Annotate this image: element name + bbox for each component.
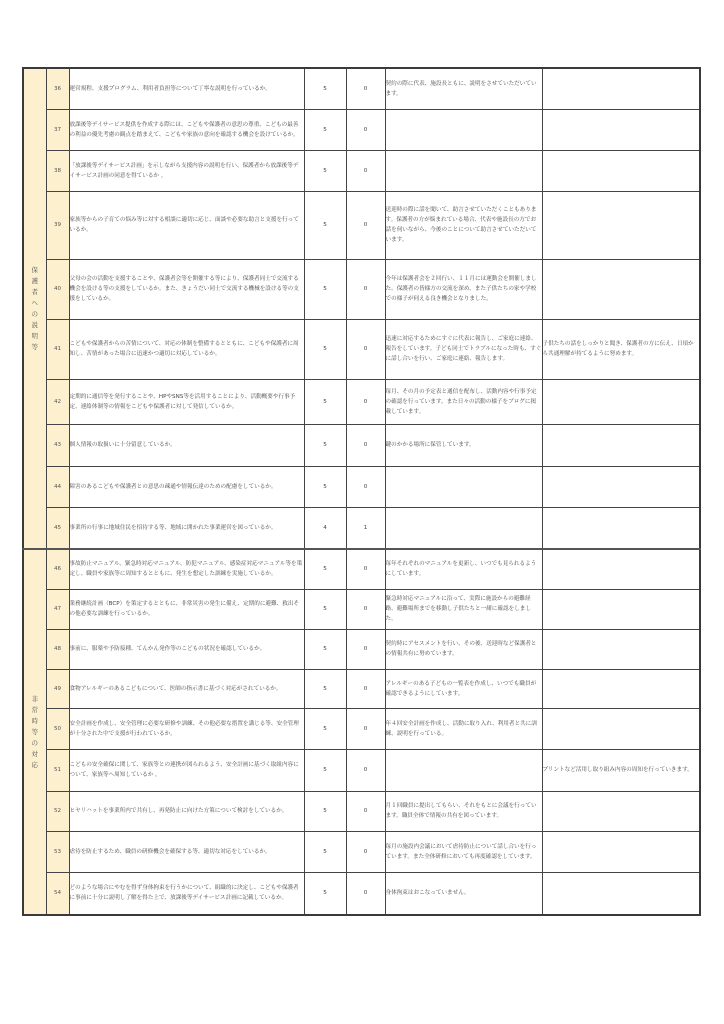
- yes-count: 5: [304, 319, 346, 379]
- table-row: [23, 629, 700, 669]
- no-count: 0: [346, 589, 385, 629]
- yes-count: 5: [304, 872, 346, 915]
- item-number: 40: [46, 259, 69, 319]
- improvement-text: [542, 708, 700, 749]
- reason-text: [385, 150, 542, 191]
- question-text: 父母の会の活動を支援することや、保護者会等を開催する等により、保護者同士で交流する機会を設ける等の支援をしているか。また、きょうだい同士で交流する機械を設ける等の支援をしているか。: [69, 259, 304, 319]
- item-number: 37: [46, 109, 69, 150]
- reason-text: 鍵のかかる場所に保管しています。: [385, 424, 542, 466]
- table-row: [23, 749, 700, 791]
- improvement-text: [542, 191, 700, 259]
- table-row: [23, 379, 700, 424]
- improvement-text: [542, 507, 700, 549]
- yes-count: 5: [304, 791, 346, 831]
- reason-text: 契約時にアセスメントを行い、その後、送迎時など保護者との情報共有に努めています。: [385, 629, 542, 669]
- question-text: 業務継続計画（BCP）を策定するとともに、非常災害の発生に備え、定期的に避難、救出その他必要な訓練を行っているか。: [69, 589, 304, 629]
- no-count: 0: [346, 68, 385, 109]
- item-number: 50: [46, 708, 69, 749]
- question-text: 家族等からの子育ての悩み等に対する相談に適切に応じ、面談や必要な助言と支援を行っているか。: [69, 191, 304, 259]
- question-text: 「放課後等デイサービス計画」を示しながら支援内容の説明を行い、保護者から放課後等デイサービス計画の同意を得ているか 。: [69, 150, 304, 191]
- no-count: 0: [346, 872, 385, 915]
- category-cell: [23, 549, 46, 915]
- improvement-text: [542, 424, 700, 466]
- improvement-text: [542, 669, 700, 708]
- improvement-text: [542, 379, 700, 424]
- item-number: 38: [46, 150, 69, 191]
- question-text: 食物アレルギーのあるこどもについて、医師の指示書に基づく対応がされているか。: [69, 669, 304, 708]
- table-row: [23, 191, 700, 259]
- item-number: 54: [46, 872, 69, 915]
- yes-count: 5: [304, 259, 346, 319]
- no-count: 0: [346, 669, 385, 708]
- yes-count: 5: [304, 669, 346, 708]
- table-row: [23, 507, 700, 549]
- table-row: [23, 791, 700, 831]
- question-text: 事前に、服薬や予防接種、てんかん発作等のこどもの状況を確認しているか。: [69, 629, 304, 669]
- table-row: [23, 872, 700, 915]
- table-row: [23, 319, 700, 379]
- question-text: どのような場合にやむを得ず身体拘束を行うかについて、組織的に決定し、こどもや保護者に事前に十分に説明し了解を得た上で、放課後等デイサービス計画に記載しているか。: [69, 872, 304, 915]
- reason-text: 月１回職員に提出してもらい、それをもとに会議を行っています。職員全体で情報の共有を図っています。: [385, 791, 542, 831]
- question-text: 個人情報の取扱いに十分留意しているか。: [69, 424, 304, 466]
- yes-count: 5: [304, 68, 346, 109]
- reason-text: アレルギーのある子どもの一覧表を作成し、いつでも職員が確認できるようにしています。: [385, 669, 542, 708]
- question-text: 事故防止マニュアル、緊急時対応マニュアル、防犯マニュアル、感染症対応マニュアル等を策定し、職員や家族等に周知するとともに、発生を想定した訓練を実施しているか。: [69, 549, 304, 589]
- table-row: [23, 466, 700, 507]
- improvement-text: [542, 68, 700, 109]
- yes-count: 5: [304, 150, 346, 191]
- improvement-text: [542, 629, 700, 669]
- no-count: 0: [346, 749, 385, 791]
- item-number: 41: [46, 319, 69, 379]
- yes-count: 4: [304, 507, 346, 549]
- reason-text: 契約の際に代表、施設長ともに、説明をさせていただいています。: [385, 68, 542, 109]
- yes-count: 5: [304, 708, 346, 749]
- reason-text: 毎年それぞれのマニュアルを更新し、いつでも見られるようにしています。: [385, 549, 542, 589]
- question-text: 運営規程、支援プログラム、利用者負担等について丁寧な説明を行っているか。: [69, 68, 304, 109]
- table-row: [23, 150, 700, 191]
- reason-text: 迅速に対応するためにすぐに代表に報告し、ご家庭に連絡、報告をしています。子ども同士でトラブルになった時も、すぐに話し合いを行い、ご家庭に連絡、報告します。: [385, 319, 542, 379]
- yes-count: 5: [304, 589, 346, 629]
- item-number: 36: [46, 68, 69, 109]
- no-count: 0: [346, 466, 385, 507]
- reason-text: 年４回安全計画を作成し、活動に取り入れ、利用者と共に訓練、説明を行っている。: [385, 708, 542, 749]
- improvement-text: [542, 109, 700, 150]
- no-count: 0: [346, 319, 385, 379]
- improvement-text: [542, 150, 700, 191]
- no-count: 0: [346, 791, 385, 831]
- item-number: 45: [46, 507, 69, 549]
- question-text: 定期的に通信等を発行することや、HPやSNS等を活用することにより、活動概要や行事予定、連絡体制等の情報をこどもや保護者に対して発信しているか。: [69, 379, 304, 424]
- improvement-text: [542, 259, 700, 319]
- no-count: 0: [346, 259, 385, 319]
- reason-text: 身体拘束はおこなっていません。: [385, 872, 542, 915]
- item-number: 48: [46, 629, 69, 669]
- reason-text: 今年は保護者会を２回行い、１１月には運動会を開催しました。保護者の皆様方の交流を深め、また子供たちの家や学校での様子が伺える良き機会となりました。: [385, 259, 542, 319]
- yes-count: 5: [304, 379, 346, 424]
- reason-text: 緊急時対応マニュアルに沿って、実際に施設からの避難経路、避難場所までを移動し子供たちと一緒に確認をしました。: [385, 589, 542, 629]
- table-row: [23, 259, 700, 319]
- reason-text: [385, 466, 542, 507]
- improvement-text: 子供たちの話をしっかりと聞き、保護者の方に伝え、日頃から共通理解が持てるように努めます。: [542, 319, 700, 379]
- yes-count: 5: [304, 831, 346, 872]
- category-label: 保護者への説明等: [31, 265, 38, 351]
- no-count: 0: [346, 549, 385, 589]
- question-text: 放課後等デイサービス提供を作成する際には、こどもや保護者の意思の尊重、こどもの最善の利益の優先考慮の観点を踏まえて、こどもや家族の意向を確認する機会を設けているか。: [69, 109, 304, 150]
- question-text: こどもの安全確保に関して、家族等との連携が図られるよう、安全計画に基づく取組内容について、家族等へ周知しているか 。: [69, 749, 304, 791]
- question-text: こどもや保護者からの苦情について、対応の体制を整備するとともに、こどもや保護者に周知し、苦情があった場合に迅速かつ適切に対応しているか。: [69, 319, 304, 379]
- category-cell: [23, 68, 46, 549]
- table-row: [23, 669, 700, 708]
- question-text: 虐待を防止するため、職員の研修機会を確保する等、適切な対応をしているか。: [69, 831, 304, 872]
- table-row: [23, 708, 700, 749]
- improvement-text: [542, 466, 700, 507]
- improvement-text: [542, 549, 700, 589]
- improvement-text: [542, 791, 700, 831]
- item-number: 44: [46, 466, 69, 507]
- category-label: 非常時等の対応: [31, 694, 38, 769]
- improvement-text: プリントなど活用し取り組み内容の周知を行っていきます。: [542, 749, 700, 791]
- table-row: [23, 831, 700, 872]
- improvement-text: [542, 831, 700, 872]
- yes-count: 5: [304, 629, 346, 669]
- evaluation-table: [22, 67, 701, 916]
- reason-text: 送迎時の際に話を聞いて、助言させていただくこともあります。保護者の方が悩まれている場合、代表や施設長の方でお話を伺いながら、今後のことについて助言させていただいています。: [385, 191, 542, 259]
- no-count: 0: [346, 191, 385, 259]
- item-number: 53: [46, 831, 69, 872]
- no-count: 0: [346, 629, 385, 669]
- no-count: 1: [346, 507, 385, 549]
- no-count: 0: [346, 831, 385, 872]
- reason-text: [385, 109, 542, 150]
- item-number: 52: [46, 791, 69, 831]
- item-number: 43: [46, 424, 69, 466]
- table-row: [23, 589, 700, 629]
- question-text: 事業所の行事に地域住民を招待する等、地域に開かれた事業運営を図っているか。: [69, 507, 304, 549]
- item-number: 51: [46, 749, 69, 791]
- item-number: 39: [46, 191, 69, 259]
- no-count: 0: [346, 379, 385, 424]
- item-number: 42: [46, 379, 69, 424]
- question-text: ヒヤリハットを事業所内で共有し、再発防止に向けた方策について検討をしているか。: [69, 791, 304, 831]
- yes-count: 5: [304, 191, 346, 259]
- yes-count: 5: [304, 109, 346, 150]
- table-row: [23, 549, 700, 589]
- item-number: 49: [46, 669, 69, 708]
- no-count: 0: [346, 150, 385, 191]
- reason-text: [385, 507, 542, 549]
- improvement-text: [542, 872, 700, 915]
- table-row: [23, 68, 700, 109]
- table-body: [23, 68, 700, 915]
- no-count: 0: [346, 109, 385, 150]
- item-number: 47: [46, 589, 69, 629]
- question-text: 障害のあるこどもや保護者との意思の疎通や情報伝達のための配慮をしているか。: [69, 466, 304, 507]
- reason-text: 毎月、その月の予定表と通信を配布し、活動内容や行事予定の確認を行っています。また日々の活動の様子をブログに掲載しています。: [385, 379, 542, 424]
- yes-count: 5: [304, 466, 346, 507]
- reason-text: [385, 749, 542, 791]
- question-text: 安全計画を作成し、安全管理に必要な研修や訓練、その他必要な措置を講じる等、安全管理が十分された中で支援が行われているか。: [69, 708, 304, 749]
- reason-text: 毎月の施設内会議において虐待防止について話し合いを行っています。また全体研修においても再度確認をしています。: [385, 831, 542, 872]
- yes-count: 5: [304, 549, 346, 589]
- no-count: 0: [346, 708, 385, 749]
- table-row: [23, 424, 700, 466]
- yes-count: 5: [304, 749, 346, 791]
- no-count: 0: [346, 424, 385, 466]
- improvement-text: [542, 589, 700, 629]
- yes-count: 5: [304, 424, 346, 466]
- item-number: 46: [46, 549, 69, 589]
- table-row: [23, 109, 700, 150]
